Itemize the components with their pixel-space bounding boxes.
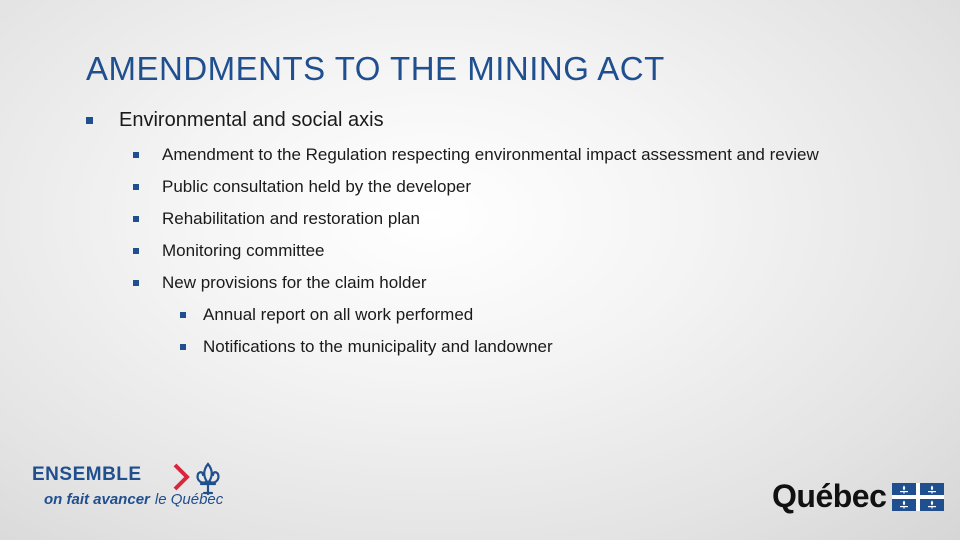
quebec-logo-word: Québec	[772, 478, 887, 514]
square-bullet-icon	[86, 117, 93, 124]
square-bullet-icon	[180, 344, 186, 350]
ensemble-logo-tagline-a: on fait avancer	[44, 491, 150, 508]
square-bullet-icon	[133, 248, 139, 254]
square-bullet-icon	[180, 312, 186, 318]
square-bullet-icon	[133, 152, 139, 158]
ensemble-logo	[32, 462, 252, 522]
bullet-level2	[133, 209, 420, 229]
bullet-text: Environmental and social axis	[119, 109, 384, 131]
ensemble-logo-tagline	[44, 491, 223, 508]
slide-title: AMENDMENTS TO THE MINING ACT	[86, 50, 665, 87]
chevron-right-icon	[173, 462, 191, 492]
square-bullet-icon	[133, 184, 139, 190]
bullet-level2	[133, 145, 819, 165]
bullet-text: Monitoring committee	[162, 241, 325, 260]
bullet-text: Public consultation held by the developer	[162, 177, 472, 196]
bullet-level1	[86, 109, 384, 132]
bullet-text: Notifications to the municipality and landowner	[203, 337, 553, 356]
bullet-level2	[133, 241, 325, 261]
ensemble-logo-word: ENSEMBLE	[32, 464, 142, 485]
bullet-text: Annual report on all work performed	[203, 305, 474, 324]
square-bullet-icon	[133, 280, 139, 286]
bullet-text: Rehabilitation and restoration plan	[162, 209, 421, 228]
bullet-level3	[180, 305, 473, 325]
bullet-text: New provisions for the claim holder	[162, 273, 427, 292]
quebec-logo	[772, 478, 944, 515]
square-bullet-icon	[133, 216, 139, 222]
quebec-flag-icon	[892, 483, 944, 511]
ensemble-logo-tagline-b: le Québec	[154, 491, 224, 508]
bullet-level2	[133, 177, 471, 197]
bullet-level3	[180, 337, 553, 357]
bullet-text: Amendment to the Regulation respecting environmental impact assessment and review	[162, 145, 819, 164]
bullet-level2	[133, 273, 427, 293]
